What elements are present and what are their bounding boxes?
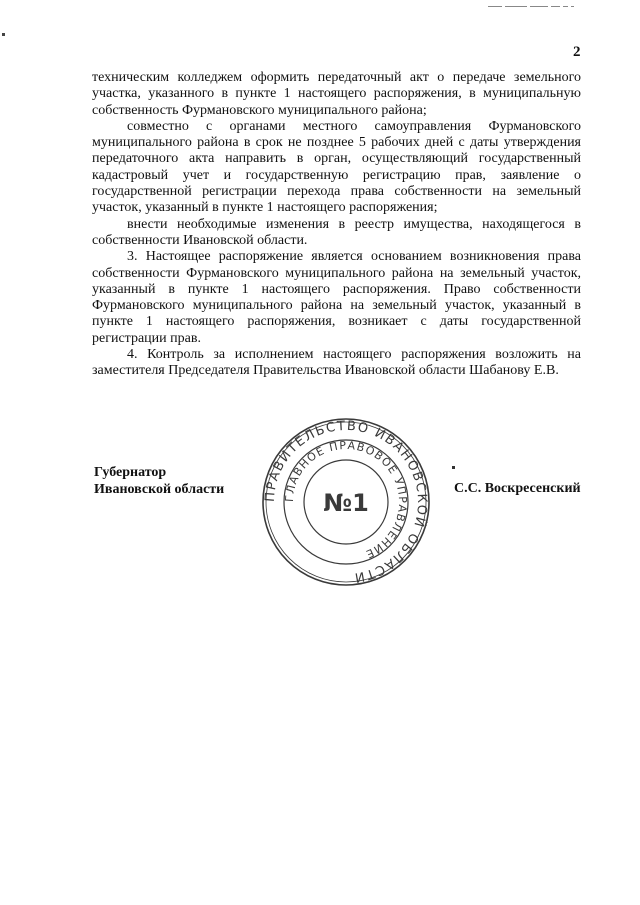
paragraph-transfer-act: техническим колледжем оформить передаточный акт о передаче земельного участка, указанного в пункте 1 настоящего распоряжения, в муниципальную собственность Фурмановского муниципального района; bbox=[92, 70, 581, 118]
paragraph-point-3: 3. Настоящее распоряжение является основанием возникновения права собственности Фурмановского муниципального района на земельный участок, указанный в пункте 1 настоящего распоряжения. Право собственности Фурмановского муниципального района на земельный участок, указанный в пункте 1 настоящего распоряжения, возникает с даты государственной регистрации прав. bbox=[92, 249, 581, 346]
official-seal bbox=[261, 417, 431, 587]
scan-artifact-dot bbox=[2, 33, 5, 36]
signatory-title-line1: Губернатор bbox=[94, 465, 167, 480]
paragraph-registration: совместно с органами местного самоуправления Фурмановского муниципального района в срок не позднее 5 рабочих дней с даты утверждения передаточного акта направить в орган, осуществляющий государственный кадастровый учет и государственную регистрацию прав, заявление о государственной регистрации перехода права собственности на земельный участок, указанный в пункте 1 настоящего распоряжения; bbox=[92, 118, 581, 216]
page-number: 2 bbox=[573, 44, 581, 60]
seal-inner-text: ГЛАВНОЕ ПРАВОВОЕ УПРАВЛЕНИЕ bbox=[282, 438, 410, 561]
signatory-title bbox=[94, 464, 224, 498]
seal-number: №1 bbox=[323, 489, 369, 517]
seal-ink-dot bbox=[452, 466, 455, 469]
paragraph-point-4: 4. Контроль за исполнением настоящего распоряжения возложить на заместителя Председателя Правительства Ивановской области Шабанову Е.В. bbox=[92, 347, 581, 379]
signatory-title-line2: Ивановской области bbox=[94, 482, 225, 497]
signatory-name: С.С. Воскресенский bbox=[454, 481, 581, 496]
scan-artifact bbox=[488, 6, 588, 10]
seal-outer-text: ПРАВИТЕЛЬСТВО ИВАНОВСКОЙ ОБЛАСТИ bbox=[262, 418, 430, 585]
document-body bbox=[92, 70, 581, 380]
paragraph-registry-changes: внести необходимые изменения в реестр имущества, находящегося в собственности Ивановской области. bbox=[92, 216, 581, 248]
